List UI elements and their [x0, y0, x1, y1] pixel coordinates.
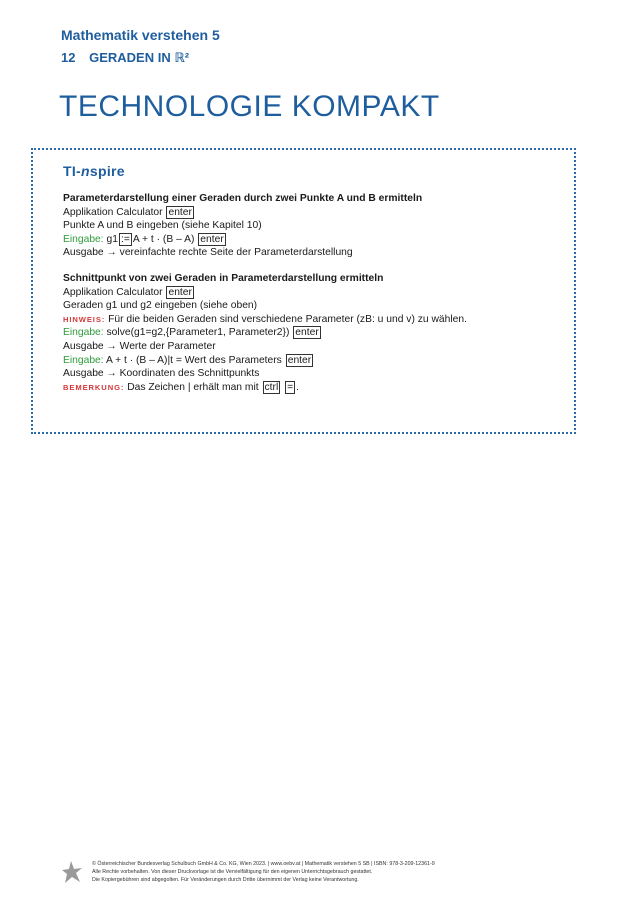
hint-label: HINWEIS:: [63, 314, 106, 324]
enter-key: enter: [168, 286, 192, 298]
instruction-line: Applikation Calculator enter: [63, 206, 192, 218]
enter-key: enter: [287, 354, 312, 366]
instruction-line: Applikation Calculator enter: [63, 286, 192, 298]
input-label: Eingabe:: [63, 354, 104, 366]
instruction-line: Punkte A und B eingeben (siehe Kapitel 10): [63, 220, 262, 232]
section-heading: Schnittpunkt von zwei Geraden in Parameterdarstellung ermitteln: [63, 273, 384, 284]
instruction-line: Geraden g1 und g2 eingeben (siehe oben): [63, 300, 258, 312]
footer-line: Die Kopiergebühren sind abgegolten. Für Veränderungen durch Dritte übernimmt der Verlag keine Verantwortung.: [92, 877, 359, 883]
publisher-logo-icon: [61, 860, 83, 889]
hint-line: HINWEIS: Für die beiden Geraden sind verschiedene Parameter (zB: u und v) zu wählen.: [63, 313, 467, 325]
technology-box: [31, 148, 576, 434]
page-title: TECHNOLOGIE KOMPAKT: [59, 90, 440, 123]
chapter-number: 12: [61, 50, 76, 65]
assign-key: :=: [121, 233, 130, 245]
footer-line: Alle Rechte vorbehalten. Von dieser Druckvorlage ist die Vervielfältigung für den eigenen Unterrichtsgebrauch gestattet.: [92, 869, 373, 875]
ctrl-key: ctrl: [264, 381, 279, 393]
equals-key: =: [287, 381, 294, 393]
enter-key: enter: [200, 233, 224, 245]
enter-key: enter: [295, 327, 319, 339]
footer-line: © Österreichischer Bundesverlag Schulbuch GmbH & Co. KG, Wien 2023. | www.oebv.at | Mathematik verstehen 5 SB | ISBN: 978-3-209-12361-9: [92, 861, 435, 867]
output-line: Ausgabe → Koordinaten des Schnittpunkts: [63, 368, 260, 380]
section-intersection: [63, 272, 563, 394]
output-line: Ausgabe → vereinfachte rechte Seite der Parameterdarstellung: [63, 247, 353, 259]
section-heading: Parameterdarstellung einer Geraden durch zwei Punkte A und B ermitteln: [63, 193, 423, 204]
enter-key: enter: [168, 206, 192, 218]
input-line: Eingabe: A + t · (B – A)|t = Wert des Parameters enter: [63, 354, 312, 366]
book-title: Mathematik verstehen 5: [61, 27, 220, 43]
remark-line: BEMERKUNG: Das Zeichen | erhält man mit ctrl = .: [63, 381, 299, 393]
footer-copyright: [92, 860, 612, 884]
chapter-title: GERADEN IN ℝ²: [89, 50, 190, 65]
box-title: TI-nspire: [63, 163, 125, 179]
remark-label: BEMERKUNG:: [63, 382, 125, 392]
input-line: Eingabe: solve(g1=g2,{Parameter1, Parameter2}) enter: [63, 327, 319, 339]
output-line: Ausgabe → Werte der Parameter: [63, 340, 216, 352]
input-label: Eingabe:: [63, 327, 104, 339]
input-label: Eingabe:: [63, 233, 104, 245]
chapter-heading: [61, 50, 189, 66]
input-line: Eingabe: g1 := A + t · (B – A) enter: [63, 233, 224, 245]
section-parameter-form: [63, 192, 563, 260]
